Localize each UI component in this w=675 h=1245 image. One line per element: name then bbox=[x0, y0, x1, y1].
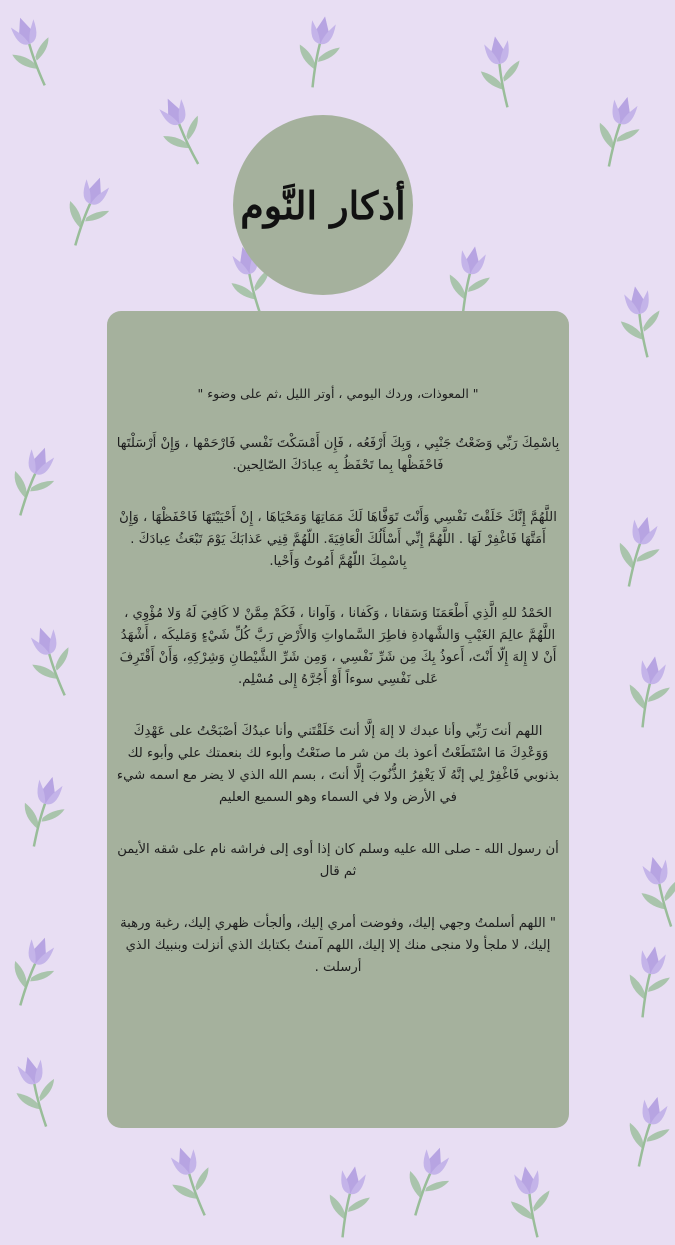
tulip-flower-icon bbox=[6, 602, 93, 707]
tulip-flower-icon bbox=[0, 0, 74, 98]
tulip-flower-icon bbox=[609, 1074, 675, 1176]
tulip-flower-icon bbox=[0, 1034, 76, 1136]
dhikr-paragraph-4: اللهم أنتَ رَبِّي وأنا عبدك لا إلهَ إلَّا أنتَ خَلَقْتَني وأنا عبدُكَ أصْبَحْتُ على عَهْدِكَ وَوَعْدِكَ مَا اسْتَطَعْتُ أعوذ بك من شر ما صنَعْتُ وأبوء لك بنعمتك علي وأبوء لك بذنوبي فَاغْفِرْ لِي إنَّهُ لَا يَغْفِرُ الذُّنُوبَ إلَّا أنتَ ، بسم الله الذي لا يضر مع اسمه شيء في الأرض ولا في السماء وهو السميع العليم bbox=[116, 724, 560, 805]
dhikr-paragraph-1: بِاسْمِكَ رَبِّي وَضَعْتُ جَنْبِي ، وَبِكَ أَرْفَعُه ، فَإِن أَمْسَكْتَ نَفْسي فَارْحَمْها ، وَإِنْ أَرْسَلْتَها فَاحْفَظْها بِما تَحْفَظُ بِه عِبادَكَ الصّالِحين. bbox=[116, 436, 560, 473]
intro-note: " المعوذات، وردك اليومي ، أوتر الليل ،ثم على وضوء " bbox=[197, 386, 479, 401]
tulip-flower-icon bbox=[0, 422, 79, 527]
title-badge bbox=[233, 115, 413, 295]
content-panel bbox=[107, 311, 569, 1128]
tulip-flower-icon bbox=[463, 15, 538, 114]
tulip-flower-icon bbox=[46, 152, 133, 257]
tulip-flower-icon bbox=[146, 1122, 233, 1227]
tulip-flower-icon bbox=[313, 1145, 388, 1244]
tulip-flower-icon bbox=[433, 225, 508, 324]
tulip-flower-icon bbox=[4, 754, 85, 856]
hadith-intro: أن رسول الله - صلى الله عليه وسلم كان إذا أوى إلى فراشه نام على شقه الأيمن ثم قال bbox=[117, 842, 559, 879]
dhikr-paragraph-5: " اللهم أسلمتُ وجهي إليك، وفوضت أمري إليك، وألجأت ظهري إليك، رغبة ورهبة إليك، لا ملجأ ولا منجى منك إلا إليك، اللهم آمنتُ بكتابك الذي أنزلت وبنبيك الذي أرسلت . bbox=[120, 916, 556, 975]
tulip-flower-icon bbox=[619, 834, 675, 936]
tulip-flower-icon bbox=[613, 925, 675, 1024]
tulip-flower-icon bbox=[283, 0, 358, 95]
page-title: أذكار النَّوم bbox=[240, 182, 406, 228]
dhikr-paragraph-3: الحَمْدُ للهِ الَّذِي أَطْعَمَنَا وَسَقانا ، وَكَفانا ، وَآوانا ، فَكَمْ مِمَّنْ لا كَافِيَ لَهُ وَلا مُؤْوِي ، اللَّهُمَّ عالِمَ الغَيْبِ وَالشَّهادةِ فاطِرَ السَّماواتِ وَالأَرْضِ رَبَّ كُلِّ شَيْءٍ وَمَليكَه ، أَشْهَدُ أَنْ لا إِلهَ إِلّا أَنْتَ، أَعوذُ بِكَ مِن شَرِّ نَفْسِي ، وَمِن شَرِّ الشَّيْطانِ وَشِرْكِهِ، وَأَنْ أَقْتَرِفَ عَلى نَفْسِي سوءاً أَوْ أَجُرَّهُ إِلى مُسْلِم. bbox=[119, 606, 557, 687]
tulip-flower-icon bbox=[579, 74, 660, 176]
tulip-flower-icon bbox=[386, 1122, 473, 1227]
dhikr-paragraph-2: اللَّهُمَّ إِنَّكَ خَلَقْتَ نَفْسِي وَأَنْتَ تَوَفَّاهَا لَكَ مَمَاتِهَا وَمَحْيَاهَا ، إِنْ أَحْيَيْتَهَا فَاحْفَظْهَا ، وَإِنْ أَمَتَّهَا فَاغْفِرْ لَهَا . اللَّهُمَّ إِنِّي أَسْأَلُكَ الْعَافِيَةَ. اللّهُمَّ قِنِي عَذابَكَ يَوْمَ تَبْعَثُ عِبادَكَ . بِاسْمِكَ اللّهُمَّ أَمُوتُ وَأَحْيا. bbox=[119, 510, 557, 569]
tulip-flower-icon bbox=[603, 265, 675, 364]
tulip-flower-icon bbox=[613, 635, 675, 734]
tulip-flower-icon bbox=[134, 72, 226, 179]
tulip-flower-icon bbox=[599, 494, 675, 596]
tulip-flower-icon bbox=[0, 912, 79, 1017]
tulip-flower-icon bbox=[493, 1145, 568, 1244]
